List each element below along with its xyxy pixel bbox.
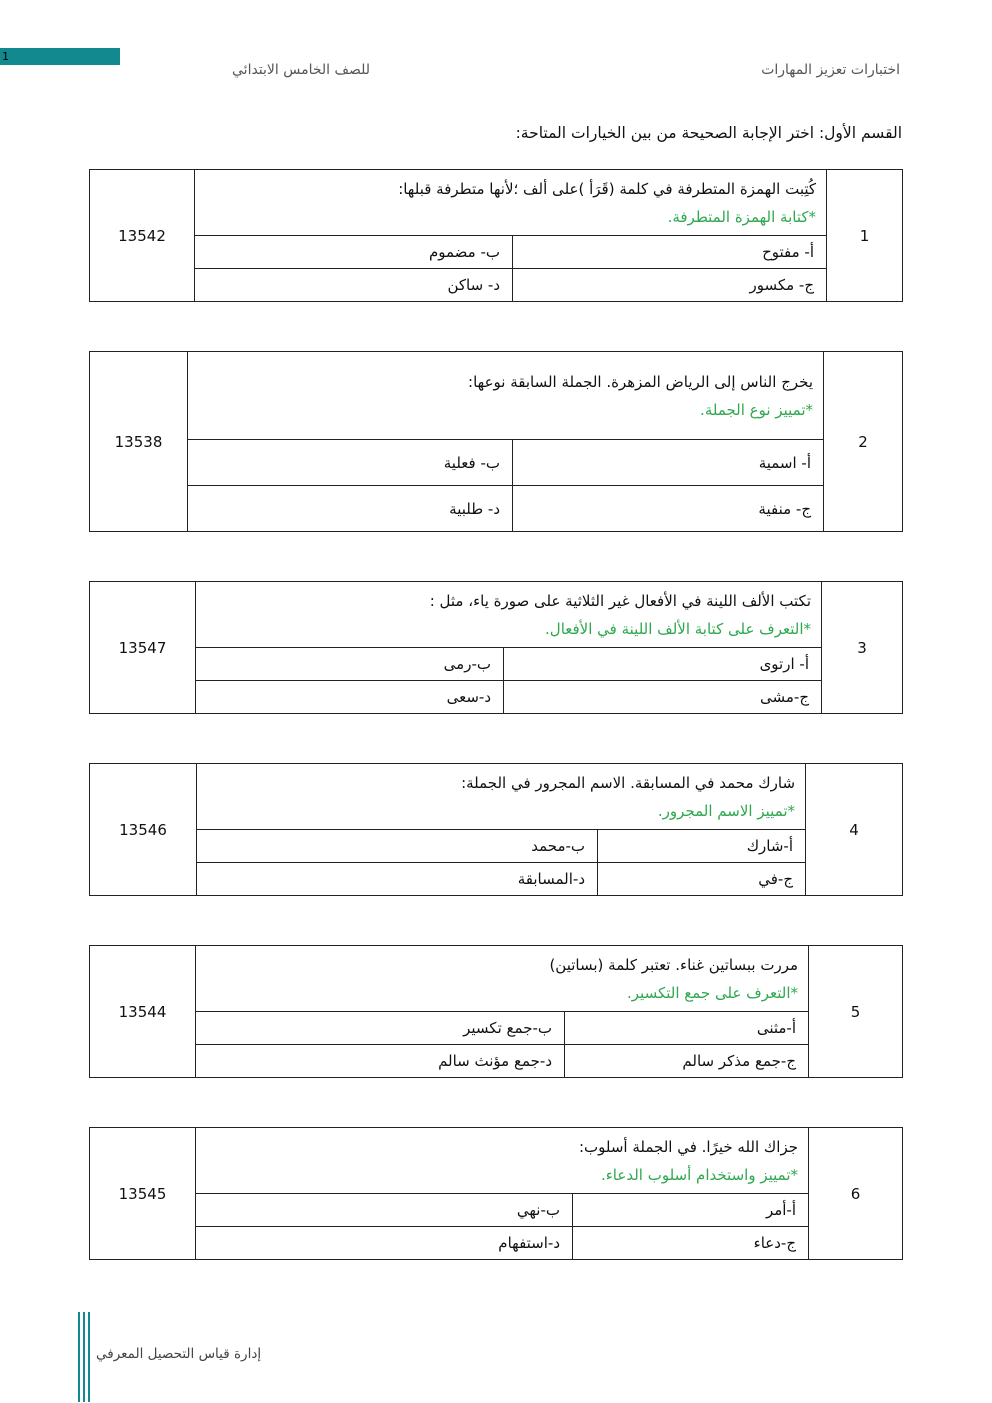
question-table-4 (89, 763, 903, 896)
question-text: جزاك الله خيرًا. في الجملة أسلوب: (578, 1137, 799, 1156)
option-d[interactable]: د-المسابقة (197, 863, 598, 896)
option-c[interactable]: ج-مشى (504, 681, 822, 714)
option-a[interactable]: أ- ارتوى (504, 648, 822, 681)
option-c[interactable]: ج-جمع مذكر سالم (565, 1045, 809, 1078)
question-text: كُتِبت الهمزة المتطرفة في كلمة (قَرَأ )على ألف ؛لأنها متطرفة قبلها: (398, 179, 817, 198)
option-a[interactable]: أ-أمر (573, 1194, 809, 1227)
option-a[interactable]: أ-شارك (598, 830, 806, 863)
question-code: 13547 (90, 582, 196, 714)
option-c[interactable]: ج- منفية (513, 486, 824, 532)
option-a[interactable]: أ-مثنى (565, 1012, 809, 1045)
header-title: اختبارات تعزيز المهارات (761, 62, 900, 78)
option-c[interactable]: ج-دعاء (573, 1227, 809, 1260)
section-title: القسم الأول: اختر الإجابة الصحيحة من بين الخيارات المتاحة: (515, 124, 902, 142)
question-number: 2 (824, 352, 903, 532)
option-d[interactable]: د-جمع مؤنث سالم (196, 1045, 565, 1078)
question-skill: *تمييز الاسم المجرور. (657, 801, 796, 820)
question-number: 4 (806, 764, 903, 896)
question-stem (196, 946, 809, 1012)
option-d[interactable]: د- طلبية (188, 486, 513, 532)
question-number: 3 (822, 582, 903, 714)
option-b[interactable]: ب- مضموم (195, 236, 513, 269)
question-number: 6 (809, 1128, 903, 1260)
header-grade: للصف الخامس الابتدائي (232, 62, 371, 78)
question-stem (196, 1128, 809, 1194)
question-text: مررت ببساتين غناء. تعتبر كلمة (بساتين) (549, 955, 798, 974)
question-skill: *تمييز نوع الجملة. (700, 400, 814, 419)
question-text: تكتب الألف اللينة في الأفعال غير الثلاثية على صورة ياء، مثل : (429, 591, 811, 610)
option-c[interactable]: ج- مكسور (513, 269, 827, 302)
footer-decoration (78, 1312, 92, 1402)
question-skill: *التعرف على جمع التكسير. (627, 983, 798, 1002)
question-number: 1 (827, 170, 903, 302)
page-number-bar (0, 48, 120, 65)
option-b[interactable]: ب-نهي (196, 1194, 573, 1227)
question-table-3 (89, 581, 903, 714)
question-table-1 (89, 169, 903, 302)
question-text: شارك محمد في المسابقة. الاسم المجرور في الجملة: (461, 773, 796, 792)
question-stem (196, 582, 822, 648)
footer-department: إدارة قياس التحصيل المعرفي (96, 1346, 262, 1362)
option-a[interactable]: أ- اسمية (513, 440, 824, 486)
question-text: يخرج الناس إلى الرياض المزهرة. الجملة السابقة نوعها: (468, 372, 814, 391)
question-table-6 (89, 1127, 903, 1260)
option-d[interactable]: د- ساكن (195, 269, 513, 302)
question-number: 5 (809, 946, 903, 1078)
option-b[interactable]: ب-رمى (196, 648, 504, 681)
question-table-2 (89, 351, 903, 532)
question-code: 13538 (90, 352, 188, 532)
question-code: 13546 (90, 764, 197, 896)
option-b[interactable]: ب-جمع تكسير (196, 1012, 565, 1045)
option-d[interactable]: د-سعى (196, 681, 504, 714)
option-c[interactable]: ج-في (598, 863, 806, 896)
question-skill: *كتابة الهمزة المتطرفة. (667, 207, 817, 226)
question-code: 13545 (90, 1128, 196, 1260)
option-b[interactable]: ب- فعلية (188, 440, 513, 486)
question-code: 13544 (90, 946, 196, 1078)
question-stem (195, 170, 827, 236)
option-b[interactable]: ب-محمد (197, 830, 598, 863)
question-stem (188, 352, 824, 440)
option-a[interactable]: أ- مفتوح (513, 236, 827, 269)
question-stem (197, 764, 806, 830)
question-code: 13542 (90, 170, 195, 302)
question-skill: *التعرف على كتابة الألف اللينة في الأفعال. (545, 619, 811, 638)
question-table-5 (89, 945, 903, 1078)
question-skill: *تمييز واستخدام أسلوب الدعاء. (600, 1165, 799, 1184)
option-d[interactable]: د-استفهام (196, 1227, 573, 1260)
page-number: 1 (2, 50, 9, 63)
